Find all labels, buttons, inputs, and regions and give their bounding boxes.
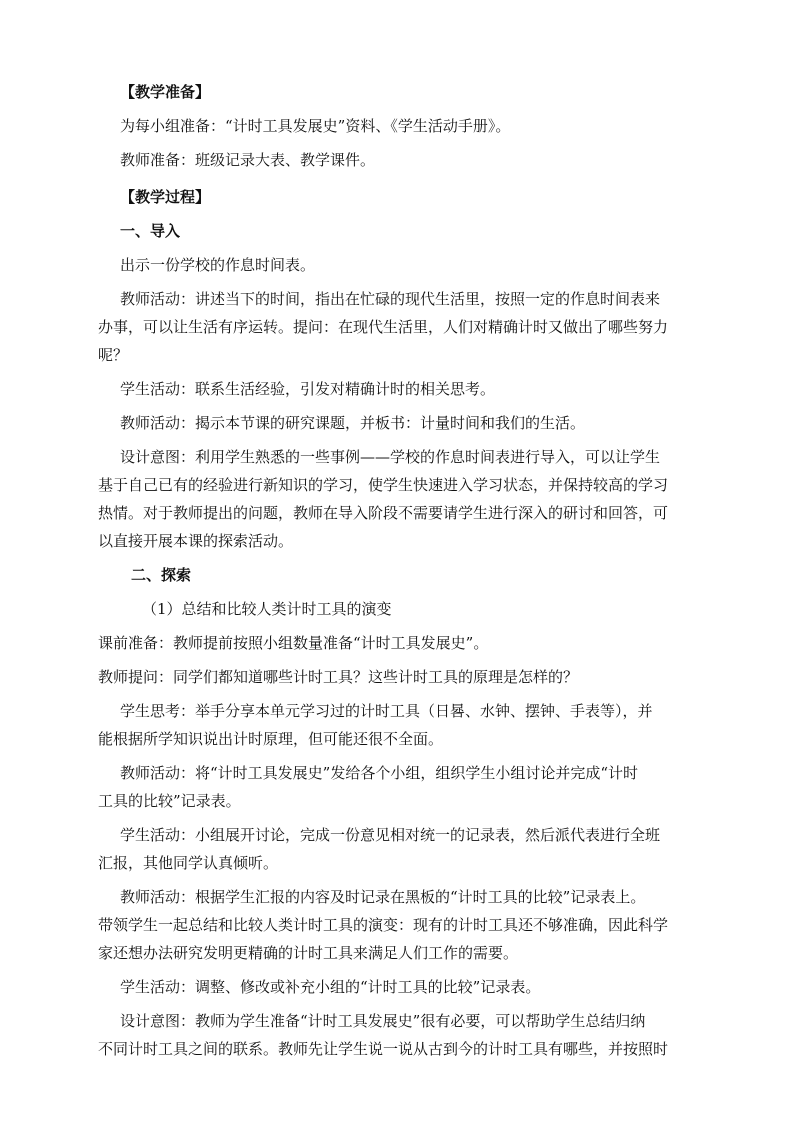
prep-group-materials: 为每小组准备：“计时工具发展史”资料、《学生活动手册》。	[120, 117, 511, 135]
explore-student-thinking	[98, 697, 712, 753]
text-line: 以直接开展本课的探索活动。	[98, 532, 294, 550]
text-line: 热情。对于教师提出的问题，教师在导入阶段不需要请学生进行深入的研讨和回答，可	[98, 504, 669, 522]
explore-teacher-activity-1	[98, 759, 712, 815]
text-line: 带领学生一起总结和比较人类计时工具的演变：现有的计时工具还不够准确，因此科学	[98, 916, 669, 934]
text-line: 教师活动：讲述当下的时间，指出在忙碌的现代生活里，按照一定的作息时间表来	[120, 290, 661, 308]
explore-student-activity-1	[98, 821, 712, 877]
intro-show-schedule: 出示一份学校的作息时间表。	[120, 256, 316, 274]
text-line: 办事，可以让生活有序运转。提问：在现代生活里，人们对精确计时又做出了哪些努力	[98, 318, 669, 336]
intro-teacher-activity	[98, 285, 712, 369]
explore-student-activity-2: 学生活动：调整、修改或补充小组的“计时工具的比较”记录表。	[120, 978, 541, 996]
heading-teaching-preparation: 【教学准备】	[120, 83, 211, 101]
text-line: 教师活动：将“计时工具发展史”发给各个小组，组织学生小组讨论并完成“计时	[120, 764, 639, 782]
text-line: 设计意图：利用学生熟悉的一些事例——学校的作息时间表进行导入，可以让学生	[120, 448, 661, 466]
intro-design-intent	[98, 443, 712, 555]
section-title-exploration: 二、探索	[131, 566, 192, 584]
text-line: 能根据所学知识说出计时原理，但可能还很不全面。	[98, 730, 444, 748]
prep-teacher-materials: 教师准备：班级记录大表、教学课件。	[120, 151, 376, 169]
text-line: 学生思考：举手分享本单元学习过的计时工具（日晷、水钟、摆钟、手表等），并	[120, 702, 653, 720]
section-title-introduction: 一、导入	[120, 222, 181, 240]
text-line: 家还想办法研究发明更精确的计时工具来满足人们工作的需要。	[98, 944, 519, 962]
text-line: 设计意图：教师为学生准备“计时工具发展史”很有必要，可以帮助学生总结归纳	[120, 1012, 646, 1030]
explore-teacher-activity-2	[98, 883, 712, 967]
text-line: 不同计时工具之间的联系。教师先让学生说一说从古到今的计时工具有哪些，并按照时	[98, 1040, 669, 1058]
text-line: 教师活动：根据学生汇报的内容及时记录在黑板的“计时工具的比较”记录表上。	[120, 888, 646, 906]
text-line: 工具的比较”记录表。	[98, 792, 241, 810]
text-line: 基于自己已有的经验进行新知识的学习，使学生快速进入学习状态，并保持较高的学习	[98, 476, 669, 494]
text-line: 汇报，其他同学认真倾听。	[98, 854, 279, 872]
text-line: 呢？	[98, 346, 129, 364]
explore-design-intent	[98, 1007, 712, 1063]
document-body	[98, 78, 712, 1063]
explore-teacher-question: 教师提问：同学们都知道哪些计时工具？这些计时工具的原理是怎样的？	[98, 668, 579, 686]
text-line: 学生活动：小组展开讨论，完成一份意见相对统一的记录表，然后派代表进行全班	[120, 826, 661, 844]
intro-student-activity: 学生活动：联系生活经验，引发对精确计时的相关思考。	[120, 380, 496, 398]
intro-teacher-reveal: 教师活动：揭示本节课的研究课题，并板书：计量时间和我们的生活。	[120, 414, 586, 432]
heading-teaching-process: 【教学过程】	[120, 188, 211, 206]
exploration-subtitle-1: （1）总结和比较人类计时工具的演变	[142, 600, 392, 618]
explore-pre-class-prep: 课前准备：教师提前按照小组数量准备“计时工具发展史”。	[98, 634, 489, 652]
